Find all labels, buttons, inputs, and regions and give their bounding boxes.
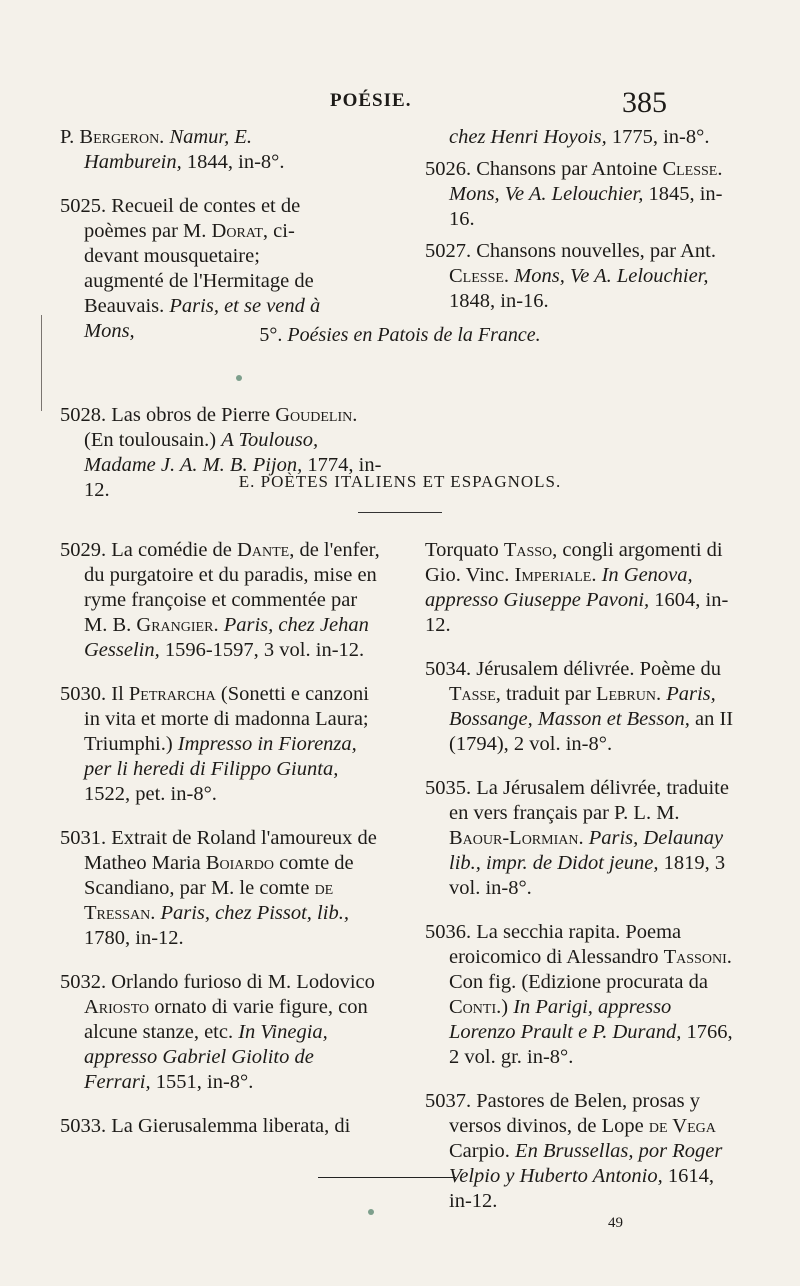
top-right-column (425, 125, 725, 333)
entry-5030: 5030. Il Petrarcha (Sonetti e canzoni in vita et morte di madonna Laura; Triumphi.) Impresso in Fiorenza, per li heredi di Filippo Giunta, 1522, pet. in-8°. (60, 683, 369, 805)
entry-5025-continued: chez Henri Hoyois, 1775, in-8°. (449, 126, 710, 148)
entry-5035: 5035. La Jérusalem délivrée, traduite en vers français par P. L. M. Baour-Lormian. Paris, Delaunay lib., impr. de Didot jeune, 1819, 3 vol. in-8°. (425, 777, 729, 899)
entry-5026: 5026. Chansons par Antoine Clesse. Mons, Ve A. Lelouchier, 1845, in-16. (425, 158, 723, 230)
ink-spot-bottom (368, 1209, 374, 1215)
ink-spot (236, 375, 242, 381)
entry-5033: 5033. La Gierusalemma liberata, di (60, 1115, 351, 1137)
entry-5034: 5034. Jérusalem délivrée. Poème du Tasse, traduit par Lebrun. Paris, Bossange, Masson et Besson, an II (1794), 2 vol. in-8°. (425, 658, 734, 755)
entry-5027: 5027. Chansons nouvelles, par Ant. Clesse. Mons, Ve A. Lelouchier, 1848, in-16. (425, 240, 716, 312)
section-divider (358, 512, 442, 513)
entry-5036: 5036. La secchia rapita. Poema eroicomico di Alessandro Tassoni. Con fig. (Edizione procurata da Conti.) In Parigi, appresso Lorenzo Prault e P. Durand, 1766, 2 vol. gr. in-8°. (425, 921, 733, 1068)
entry-5028-text: 5028. Las obros de Pierre Goudelin. (En toulousain.) A Toulouso, Madame J. A. M. B. Pijon, 1774, in-12. (60, 404, 382, 501)
entry-5025: 5025. Recueil de contes et de poèmes par M. Dorat, ci-devant mousquetaire; augmenté de l'Hermitage de Beauvais. Paris, et se vend à Mons, (60, 195, 321, 342)
section-heading-patois: 5°. Poésies en Patois de la France. (259, 324, 541, 346)
page-number: 385 (622, 86, 667, 119)
main-right-column (425, 538, 735, 1233)
footer-rule (318, 1177, 456, 1178)
entry-5037: 5037. Pastores de Belen, prosas y versos divinos, de Lope de Vega Carpio. En Brussellas, por Roger Velpio y Huberto Antonio, 1614, in-12. (425, 1090, 723, 1212)
running-head (0, 86, 800, 119)
entry-5028-left (60, 403, 390, 501)
entry-5032: 5032. Orlando furioso di M. Lodovico Ariosto ornato di varie figure, con alcune stanze, etc. In Vinegia, appresso Gabriel Giolito de Ferrari, 1551, in-8°. (60, 971, 375, 1093)
signature-mark: 49 (608, 1215, 623, 1231)
entry-5029: 5029. La comédie de Dante, de l'enfer, du purgatoire et du paradis, mise en ryme françoise et commentée par M. B. Grangier. Paris, chez Jehan Gesselin, 1596-1597, 3 vol. in-12. (60, 539, 380, 661)
section-heading-italian-spanish: E. POÈTES ITALIENS ET ESPAGNOLS. (238, 472, 562, 491)
entry-5033-continued: Torquato Tasso, congli argomenti di Gio. Vinc. Imperiale. In Genova, appresso Giuseppe Pavoni, 1604, in-12. (425, 539, 729, 636)
running-title: POÉSIE. (330, 90, 412, 111)
entry-bergeron: P. Bergeron. Namur, E. Hamburein, 1844, in-8°. (60, 126, 285, 173)
entry-5031: 5031. Extrait de Roland l'amoureux de Matheo Maria Boiardo comte de Scandiano, par M. le comte de Tressan. Paris, chez Pissot, lib., 1780, in-12. (60, 827, 377, 949)
main-left-column (60, 538, 380, 1158)
